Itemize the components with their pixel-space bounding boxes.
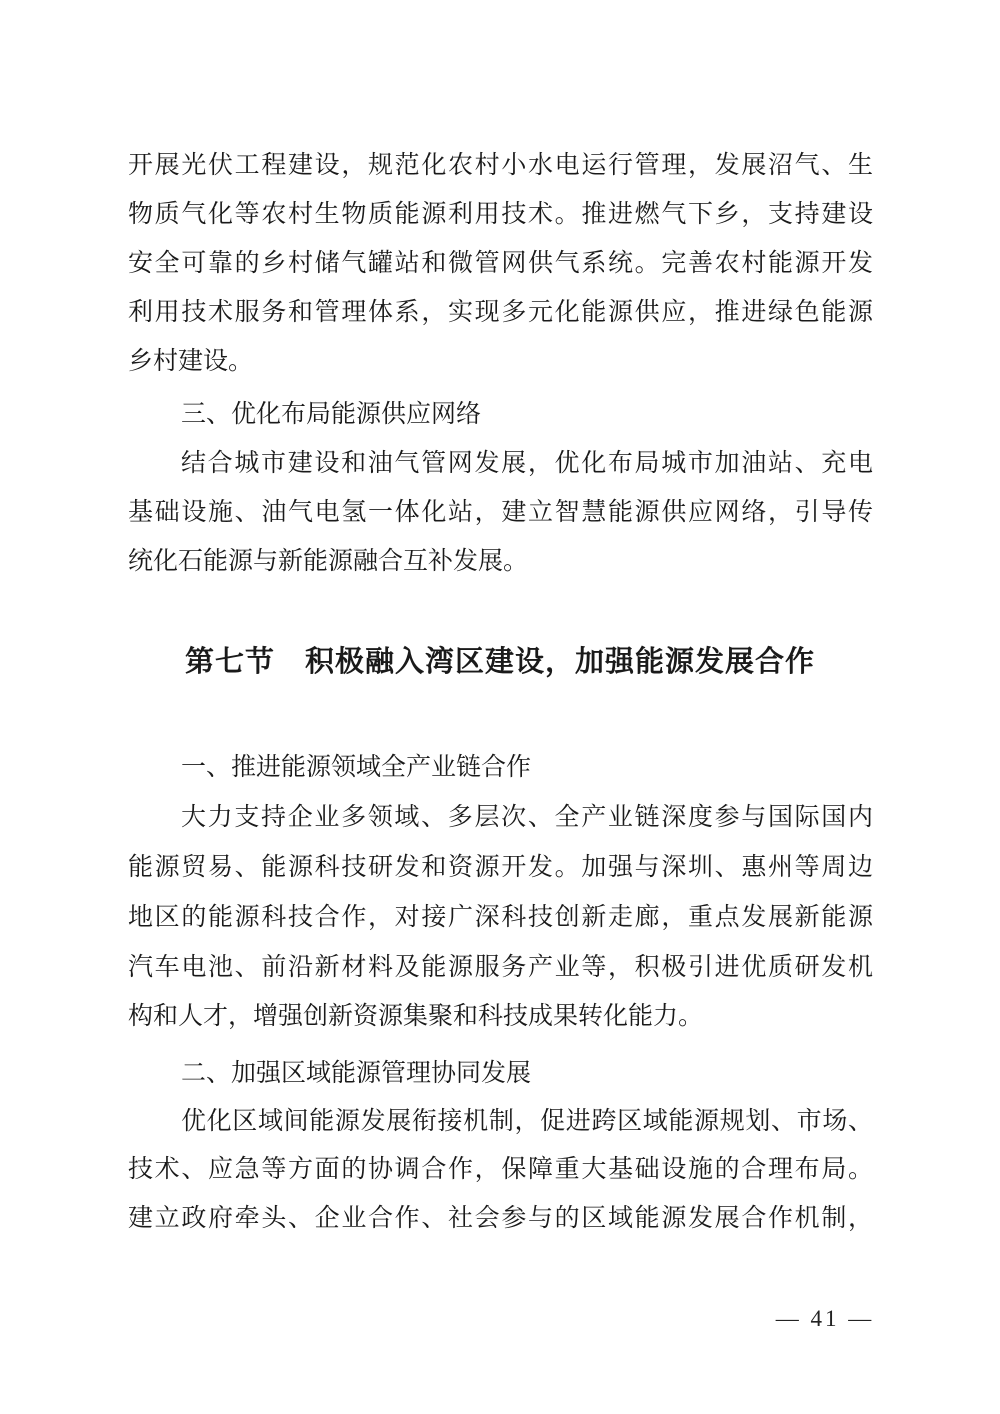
- subsection-heading: 三、优化布局能源供应网络: [181, 400, 482, 428]
- page-number: — 41 —: [775, 1306, 875, 1331]
- body-line: 建立政府牵头、企业合作、社会参与的区域能源发展合作机制，: [128, 1204, 873, 1232]
- body-line: 能源贸易、能源科技研发和资源开发。加强与深圳、惠州等周边: [128, 853, 873, 881]
- body-line: 技术、应急等方面的协调合作，保障重大基础设施的合理布局。: [128, 1155, 873, 1183]
- body-line: 结合城市建设和油气管网发展，优化布局城市加油站、充电: [181, 449, 873, 477]
- subsection-heading: 一、推进能源领域全产业链合作: [181, 753, 532, 781]
- body-line: 基础设施、油气电氢一体化站，建立智慧能源供应网络，引导传: [128, 498, 873, 526]
- body-line: 利用技术服务和管理体系，实现多元化能源供应，推进绿色能源: [128, 298, 873, 326]
- body-line: 统化石能源与新能源融合互补发展。: [128, 547, 529, 575]
- body-line: 优化区域间能源发展衔接机制，促进跨区域能源规划、市场、: [181, 1107, 873, 1135]
- body-line: 乡村建设。: [128, 347, 254, 375]
- subsection-heading: 二、加强区域能源管理协同发展: [181, 1059, 532, 1087]
- body-line: 汽车电池、前沿新材料及能源服务产业等，积极引进优质研发机: [128, 953, 873, 981]
- body-line: 物质气化等农村生物质能源利用技术。推进燃气下乡，支持建设: [128, 200, 873, 228]
- body-line: 开展光伏工程建设，规范化农村小水电运行管理，发展沼气、生: [128, 151, 873, 179]
- body-line: 地区的能源科技合作，对接广深科技创新走廊，重点发展新能源: [128, 903, 873, 931]
- body-line: 大力支持企业多领域、多层次、全产业链深度参与国际国内: [181, 803, 873, 831]
- section-heading: 第七节 积极融入湾区建设，加强能源发展合作: [184, 646, 815, 678]
- body-line: 构和人才，增强创新资源集聚和科技成果转化能力。: [128, 1002, 704, 1030]
- body-line: 安全可靠的乡村储气罐站和微管网供气系统。完善农村能源开发: [128, 249, 873, 277]
